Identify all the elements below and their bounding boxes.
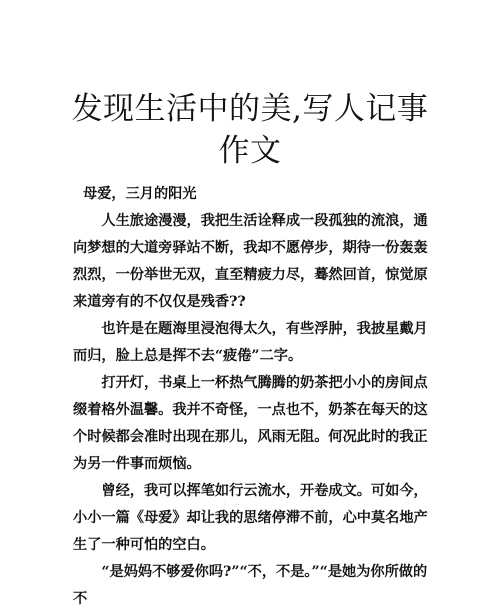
paragraph: “是妈妈不够爱你吗?”“不，不是。”“是她为你所做的不: [73, 564, 428, 607]
paragraph: 曾经，我可以挥笔如行云流水，开卷成文。可如今，小小一篇《母爱》却让我的思绪停滞不前，心中莫名地产生了一种可怕的空白。: [73, 483, 428, 553]
document-title: [0, 88, 500, 172]
paragraph: 人生旅途漫漫，我把生活诠释成一段孤独的流浪，通向梦想的大道旁驿站不断，我却不愿停步，期待一份轰轰烈烈，一份举世无双，直至精疲力尽，蓦然回首，惊觉原来道旁有的不仅仅是残香??: [73, 213, 428, 310]
document-body: [73, 181, 433, 613]
title-line-1: 发现生活中的美,写人记事: [71, 91, 429, 127]
paragraph: 也许是在题海里浸泡得太久，有些浮肿，我披星戴月而归，脸上总是挥不去“疲倦”二字。: [73, 321, 428, 364]
title-line-2: 作文: [218, 133, 282, 169]
essay-subtitle: 母爱，三月的阳光: [83, 186, 197, 202]
paragraph: 打开灯，书桌上一杯热气腾腾的奶茶把小小的房间点缀着格外温馨。我并不奇怪，一点也不，奶茶在每天的这个时候都会准时出现在那儿，风雨无阻。何况此时的我正为另一件事而烦恼。: [73, 375, 428, 472]
